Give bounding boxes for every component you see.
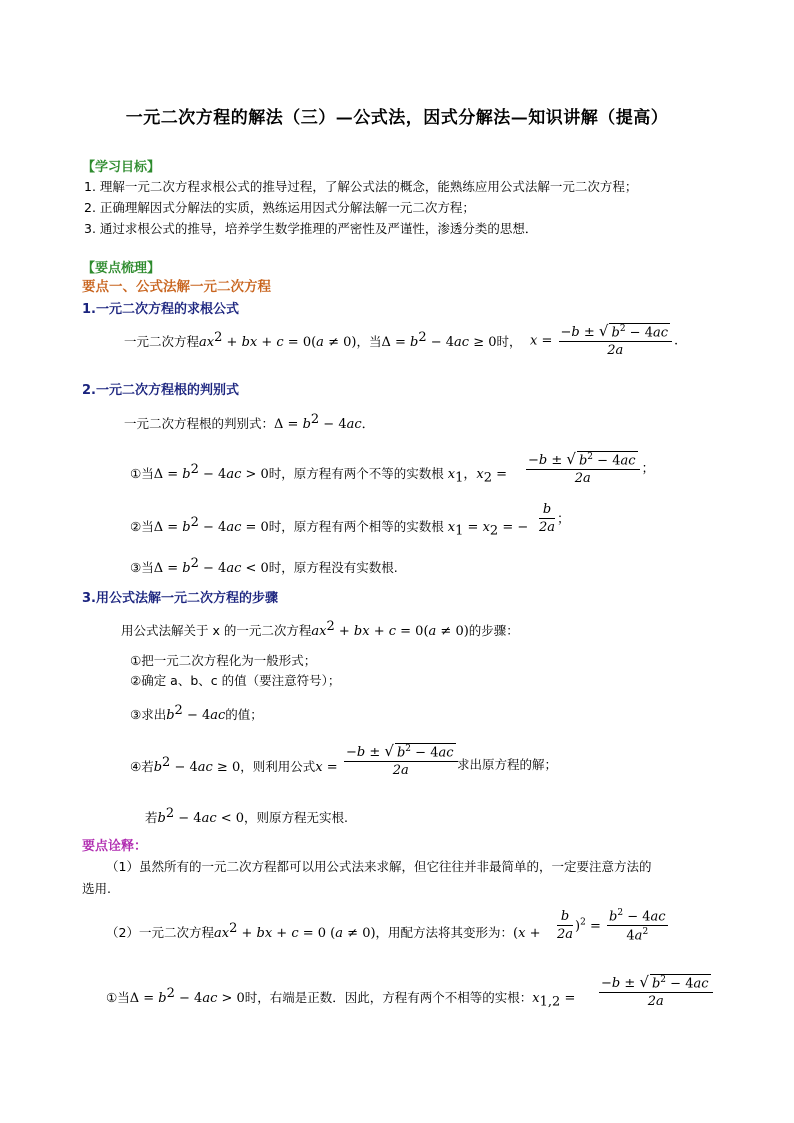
- text-span: 时，: [496, 334, 522, 350]
- note-1: （1）虽然所有的一元二次方程都可以用公式法来求解，但它往往并非最简单的，一定要注意方法的: [106, 859, 652, 874]
- text-span: 一元二次方程根的判别式：: [124, 416, 275, 432]
- root-formula-line: 一元二次方程$ax^2$ + bx + c = 0(a ≠ 0)，当$\Delta = b^2 - 4ac \ge 0$时，: [124, 330, 522, 351]
- goal-item-1: 1. 理解一元二次方程求根公式的推导过程，了解公式法的概念，能熟练应用公式法解一元二次方程；: [84, 179, 638, 194]
- case-3: ③当$\Delta = b^2 - 4ac < 0$时，原方程没有实数根.: [130, 556, 398, 577]
- root-formula: x = $\frac{-b \pm √ b^2 - 4ac}{2a}$ .: [530, 322, 679, 358]
- step-4-formula: $\frac{-b \pm √ b^2 - 4ac}{2a}$: [342, 742, 460, 778]
- case-1-formula: $\frac{-b \pm √ b^2 - 4ac}{2a}$ ；: [528, 450, 655, 486]
- text-span: ①当: [106, 990, 130, 1006]
- text-span: 时，右端是正数．因此，方程有两个不相等的实根：: [244, 990, 533, 1006]
- text-span: 用公式法解关于 x 的一元二次方程: [121, 623, 312, 639]
- text-span: ，用配方法将其变形为：: [375, 925, 514, 941]
- key-points-heading: 【要点梳理】: [82, 261, 161, 276]
- step-5: 若$b^2 - 4ac < 0$，则原方程无实根.: [145, 806, 349, 827]
- discriminant-def: 一元二次方程根的判别式：$\Delta = b^2 - 4ac$．: [124, 412, 375, 433]
- section-1-title: 1.一元二次方程的求根公式: [82, 302, 239, 317]
- text-span: 的值；: [225, 707, 263, 723]
- text-span: ③当: [130, 560, 154, 576]
- goal-item-2: 2. 正确理解因式分解法的实质，熟练运用因式分解法解一元二次方程；: [84, 200, 475, 215]
- note-3-formula: $\frac{-b \pm √ b^2 - 4ac}{2a}$: [597, 973, 715, 1009]
- note-1-cont: 选用.: [82, 881, 111, 896]
- note-2: （2）一元二次方程$ax^2$ + bx + c = 0 (a ≠ 0)，用配方法将其变形为：(x +: [106, 921, 541, 942]
- text-span: 时，原方程没有实数根.: [268, 560, 398, 576]
- text-span: ，则原方程无实根.: [244, 810, 349, 826]
- steps-lead: 用公式法解关于 x 的一元二次方程$ax^2$ + bx + c = 0(a ≠ 0)的步骤：: [121, 619, 519, 640]
- step-4: ④若$b^2 - 4ac \ge 0$，则利用公式x =: [130, 755, 338, 776]
- note-3: ①当$\Delta = b^2 - 4ac > 0$时，右端是正数．因此，方程有两个不相等的实根：$x_{1,2}$ =: [106, 986, 576, 1010]
- step-1: ①把一元二次方程化为一般形式；: [130, 653, 317, 668]
- step-2: ②确定 a、b、c 的值（要注意符号）；: [130, 673, 341, 688]
- text-span: 若: [145, 810, 158, 826]
- step-4-tail: 求出原方程的解；: [457, 757, 558, 772]
- text-span: （2）一元二次方程: [106, 925, 214, 941]
- text-span: 的步骤：: [468, 623, 519, 639]
- text-span: 时，原方程有两个相等的实数根: [268, 519, 444, 535]
- text-span: ①当: [130, 466, 154, 482]
- text-span: 一元二次方程: [124, 334, 200, 350]
- page-title: 一元二次方程的解法（三）—公式法，因式分解法—知识讲解（提高）: [125, 108, 669, 128]
- case-2-formula: $\frac{b}{2a}$ ；: [539, 502, 571, 535]
- text-span: ，当: [356, 334, 382, 350]
- notes-heading: 要点诠释：: [82, 839, 148, 854]
- section-3-title: 3.用公式法解一元二次方程的步骤: [82, 591, 278, 606]
- case-2: ②当$\Delta = b^2 - 4ac = 0$时，原方程有两个相等的实数根 $x_1 = x_2$ = −: [130, 515, 529, 539]
- text-span: ④若: [130, 759, 154, 775]
- text-span: ，则利用公式: [240, 759, 316, 775]
- text-span: ③求出: [130, 707, 167, 723]
- learning-goals-heading: 【学习目标】: [82, 160, 161, 175]
- note-2-formula: $\frac{b}{2a}$ )$^2$ = $\frac{b^2 - 4ac}{4a^2}$: [557, 908, 666, 944]
- section-2-title: 2.一元二次方程根的判别式: [82, 383, 239, 398]
- key-point-1-heading: 要点一、公式法解一元二次方程: [82, 279, 271, 295]
- case-1: ①当$\Delta = b^2 - 4ac > 0$时，原方程有两个不等的实数根 $x_1$，$x_2$ =: [130, 462, 508, 486]
- goal-item-3: 3. 通过求根公式的推导，培养学生数学推理的严密性及严谨性，渗透分类的思想．: [84, 221, 538, 236]
- text-span: ②当: [130, 519, 154, 535]
- text-span: 时，原方程有两个不等的实数根: [268, 466, 444, 482]
- step-3: ③求出$b^2 - 4ac$的值；: [130, 703, 263, 724]
